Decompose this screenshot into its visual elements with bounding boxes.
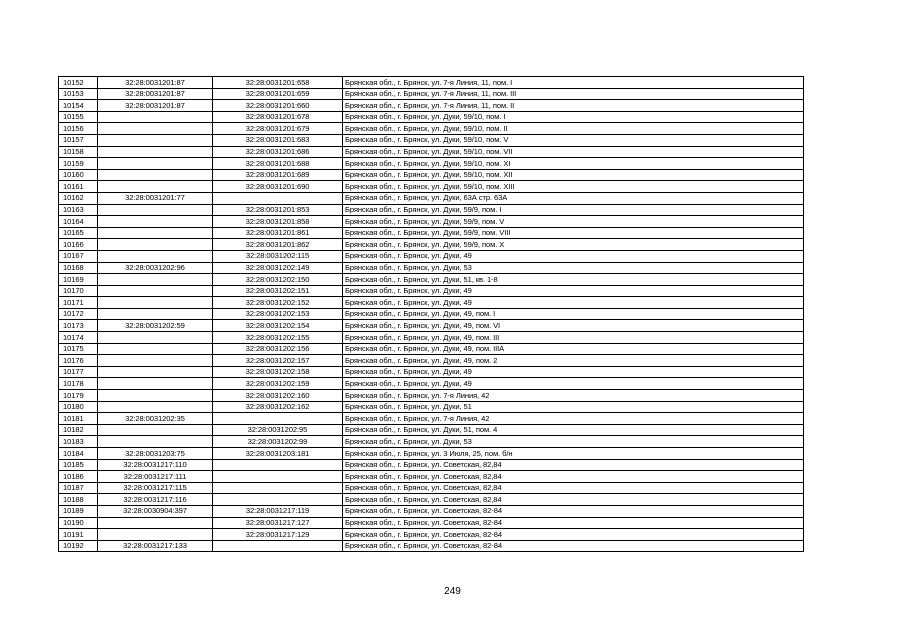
table-row bbox=[59, 134, 804, 146]
row-number-cell: 10186 bbox=[59, 471, 98, 483]
object-number-cell: 32:28:0031217:127 bbox=[213, 517, 343, 529]
address-cell: Брянская обл., г. Брянск, ул. Дуки, 59/10, пом. XII bbox=[343, 169, 804, 181]
address-cell: Брянская обл., г. Брянск, ул. Дуки, 49, пом. 2 bbox=[343, 355, 804, 367]
parcel-number-cell bbox=[98, 158, 213, 170]
address-cell: Брянская обл., г. Брянск, ул. Дуки, 49, пом. VI bbox=[343, 320, 804, 332]
object-number-cell: 32:28:0031202:159 bbox=[213, 378, 343, 390]
address-cell: Брянская обл., г. Брянск, ул. Дуки, 49 bbox=[343, 250, 804, 262]
row-number-cell: 10156 bbox=[59, 123, 98, 135]
table-row bbox=[59, 297, 804, 309]
table-row bbox=[59, 239, 804, 251]
parcel-number-cell bbox=[98, 332, 213, 344]
address-cell: Брянская обл., г. Брянск, ул. Советская, 82,84 bbox=[343, 494, 804, 506]
table-row bbox=[59, 390, 804, 402]
address-cell: Брянская обл., г. Брянск, ул. Дуки, 49 bbox=[343, 297, 804, 309]
address-cell: Брянская обл., г. Брянск, ул. Советская, 82-84 bbox=[343, 505, 804, 517]
address-cell: Брянская обл., г. Брянск, ул. Советская, 82,84 bbox=[343, 459, 804, 471]
page-number: 249 bbox=[444, 586, 461, 597]
address-cell: Брянская обл., г. Брянск, ул. Дуки, 49, пом. I bbox=[343, 308, 804, 320]
row-number-cell: 10155 bbox=[59, 111, 98, 123]
row-number-cell: 10165 bbox=[59, 227, 98, 239]
parcel-number-cell bbox=[98, 355, 213, 367]
address-cell: Брянская обл., г. Брянск, ул. 7-я Линия, 11, пом. III bbox=[343, 88, 804, 100]
object-number-cell: 32:28:0031201:862 bbox=[213, 239, 343, 251]
table-row bbox=[59, 111, 804, 123]
table-row bbox=[59, 146, 804, 158]
parcel-number-cell: 32:28:0031202:35 bbox=[98, 413, 213, 425]
parcel-number-cell bbox=[98, 424, 213, 436]
object-number-cell: 32:28:0031202:99 bbox=[213, 436, 343, 448]
table-row bbox=[59, 355, 804, 367]
object-number-cell: 32:28:0031217:119 bbox=[213, 505, 343, 517]
table-row bbox=[59, 181, 804, 193]
row-number-cell: 10180 bbox=[59, 401, 98, 413]
row-number-cell: 10170 bbox=[59, 285, 98, 297]
table-row bbox=[59, 366, 804, 378]
table-row bbox=[59, 285, 804, 297]
row-number-cell: 10173 bbox=[59, 320, 98, 332]
object-number-cell: 32:28:0031201:690 bbox=[213, 181, 343, 193]
address-cell: Брянская обл., г. Брянск, ул. Дуки, 51 bbox=[343, 401, 804, 413]
parcel-number-cell: 32:28:0031201:87 bbox=[98, 88, 213, 100]
object-number-cell: 32:28:0031202:162 bbox=[213, 401, 343, 413]
object-number-cell: 32:28:0031202:115 bbox=[213, 250, 343, 262]
table-row bbox=[59, 505, 804, 517]
table-row bbox=[59, 77, 804, 89]
object-number-cell bbox=[213, 192, 343, 204]
address-cell: Брянская обл., г. Брянск, ул. Дуки, 59/10, пом. I bbox=[343, 111, 804, 123]
object-number-cell: 32:28:0031202:156 bbox=[213, 343, 343, 355]
table-row bbox=[59, 517, 804, 529]
row-number-cell: 10168 bbox=[59, 262, 98, 274]
object-number-cell: 32:28:0031202:154 bbox=[213, 320, 343, 332]
parcel-number-cell bbox=[98, 123, 213, 135]
parcel-number-cell bbox=[98, 216, 213, 228]
parcel-number-cell: 32:28:0031217:133 bbox=[98, 540, 213, 552]
parcel-number-cell: 32:28:0031201:87 bbox=[98, 100, 213, 112]
address-cell: Брянская обл., г. Брянск, ул. Советская, 82-84 bbox=[343, 529, 804, 541]
object-number-cell bbox=[213, 540, 343, 552]
table-row bbox=[59, 343, 804, 355]
address-cell: Брянская обл., г. Брянск, ул. Дуки, 49, пом. III bbox=[343, 332, 804, 344]
parcel-number-cell bbox=[98, 146, 213, 158]
address-cell: Брянская обл., г. Брянск, ул. Дуки, 53 bbox=[343, 436, 804, 448]
row-number-cell: 10176 bbox=[59, 355, 98, 367]
parcel-number-cell bbox=[98, 390, 213, 402]
row-number-cell: 10162 bbox=[59, 192, 98, 204]
parcel-number-cell: 32:28:0031203:75 bbox=[98, 448, 213, 460]
row-number-cell: 10188 bbox=[59, 494, 98, 506]
object-number-cell: 32:28:0031202:158 bbox=[213, 366, 343, 378]
object-number-cell: 32:28:0031201:660 bbox=[213, 100, 343, 112]
parcel-number-cell: 32:28:0031217:115 bbox=[98, 482, 213, 494]
row-number-cell: 10182 bbox=[59, 424, 98, 436]
object-number-cell bbox=[213, 459, 343, 471]
row-number-cell: 10177 bbox=[59, 366, 98, 378]
row-number-cell: 10160 bbox=[59, 169, 98, 181]
address-cell: Брянская обл., г. Брянск, ул. Дуки, 51, пом. 4 bbox=[343, 424, 804, 436]
object-number-cell: 32:28:0031217:129 bbox=[213, 529, 343, 541]
table-row bbox=[59, 459, 804, 471]
row-number-cell: 10167 bbox=[59, 250, 98, 262]
table-row bbox=[59, 320, 804, 332]
address-cell: Брянская обл., г. Брянск, ул. Дуки, 49 bbox=[343, 366, 804, 378]
object-number-cell: 32:28:0031201:679 bbox=[213, 123, 343, 135]
table-row bbox=[59, 216, 804, 228]
row-number-cell: 10157 bbox=[59, 134, 98, 146]
parcel-number-cell: 32:28:0031202:96 bbox=[98, 262, 213, 274]
address-cell: Брянская обл., г. Брянск, ул. Дуки, 51, кв. 1-8 bbox=[343, 274, 804, 286]
row-number-cell: 10190 bbox=[59, 517, 98, 529]
row-number-cell: 10163 bbox=[59, 204, 98, 216]
parcel-number-cell: 32:28:0031201:87 bbox=[98, 77, 213, 89]
parcel-number-cell bbox=[98, 378, 213, 390]
table-row bbox=[59, 332, 804, 344]
object-number-cell bbox=[213, 413, 343, 425]
address-cell: Брянская обл., г. Брянск, ул. 7-я Линия, 11, пом. I bbox=[343, 77, 804, 89]
address-cell: Брянская обл., г. Брянск, ул. 3 Июля, 25, пом. б/н bbox=[343, 448, 804, 460]
address-cell: Брянская обл., г. Брянск, ул. Дуки, 59/9, пом. VIII bbox=[343, 227, 804, 239]
object-number-cell: 32:28:0031201:689 bbox=[213, 169, 343, 181]
object-number-cell bbox=[213, 471, 343, 483]
address-cell: Брянская обл., г. Брянск, ул. Дуки, 59/10, пом. XI bbox=[343, 158, 804, 170]
parcel-number-cell bbox=[98, 308, 213, 320]
table-row bbox=[59, 436, 804, 448]
row-number-cell: 10179 bbox=[59, 390, 98, 402]
table-row bbox=[59, 169, 804, 181]
object-number-cell: 32:28:0031202:95 bbox=[213, 424, 343, 436]
table-row bbox=[59, 308, 804, 320]
row-number-cell: 10166 bbox=[59, 239, 98, 251]
table-row bbox=[59, 123, 804, 135]
table-row bbox=[59, 204, 804, 216]
object-number-cell: 32:28:0031202:157 bbox=[213, 355, 343, 367]
row-number-cell: 10152 bbox=[59, 77, 98, 89]
row-number-cell: 10185 bbox=[59, 459, 98, 471]
object-number-cell: 32:28:0031201:658 bbox=[213, 77, 343, 89]
table-row bbox=[59, 413, 804, 425]
row-number-cell: 10161 bbox=[59, 181, 98, 193]
parcel-number-cell bbox=[98, 529, 213, 541]
address-cell: Брянская обл., г. Брянск, ул. Советская, 82,84 bbox=[343, 471, 804, 483]
object-number-cell: 32:28:0031202:149 bbox=[213, 262, 343, 274]
address-cell: Брянская обл., г. Брянск, ул. Дуки, 59/9, пом. I bbox=[343, 204, 804, 216]
object-number-cell: 32:28:0031201:853 bbox=[213, 204, 343, 216]
table-row bbox=[59, 378, 804, 390]
table-row bbox=[59, 227, 804, 239]
row-number-cell: 10181 bbox=[59, 413, 98, 425]
register-table-body bbox=[59, 77, 804, 552]
parcel-number-cell bbox=[98, 401, 213, 413]
address-cell: Брянская обл., г. Брянск, ул. 7-я Линия, 42 bbox=[343, 390, 804, 402]
property-register-table bbox=[58, 76, 804, 552]
address-cell: Брянская обл., г. Брянск, ул. Дуки, 59/9, пом. V bbox=[343, 216, 804, 228]
row-number-cell: 10192 bbox=[59, 540, 98, 552]
parcel-number-cell: 32:28:0031201:77 bbox=[98, 192, 213, 204]
address-cell: Брянская обл., г. Брянск, ул. Советская, 82,84 bbox=[343, 482, 804, 494]
object-number-cell: 32:28:0031201:688 bbox=[213, 158, 343, 170]
address-cell: Брянская обл., г. Брянск, ул. 7-я Линия, 42 bbox=[343, 413, 804, 425]
object-number-cell: 32:28:0031201:686 bbox=[213, 146, 343, 158]
object-number-cell: 32:28:0031202:152 bbox=[213, 297, 343, 309]
row-number-cell: 10183 bbox=[59, 436, 98, 448]
row-number-cell: 10191 bbox=[59, 529, 98, 541]
parcel-number-cell: 32:28:0031217:110 bbox=[98, 459, 213, 471]
address-cell: Брянская обл., г. Брянск, ул. Дуки, 59/10, пом. II bbox=[343, 123, 804, 135]
table-row bbox=[59, 482, 804, 494]
parcel-number-cell bbox=[98, 285, 213, 297]
address-cell: Брянская обл., г. Брянск, ул. Дуки, 53 bbox=[343, 262, 804, 274]
row-number-cell: 10164 bbox=[59, 216, 98, 228]
table-row bbox=[59, 274, 804, 286]
object-number-cell: 32:28:0031202:150 bbox=[213, 274, 343, 286]
table-row bbox=[59, 262, 804, 274]
address-cell: Брянская обл., г. Брянск, ул. Дуки, 49, пом. IIIA bbox=[343, 343, 804, 355]
table-row bbox=[59, 100, 804, 112]
address-cell: Брянская обл., г. Брянск, ул. Дуки, 49 bbox=[343, 378, 804, 390]
parcel-number-cell bbox=[98, 297, 213, 309]
parcel-number-cell: 32:28:0030904:397 bbox=[98, 505, 213, 517]
address-cell: Брянская обл., г. Брянск, ул. 7-я Линия, 11, пом. II bbox=[343, 100, 804, 112]
object-number-cell: 32:28:0031202:155 bbox=[213, 332, 343, 344]
table-row bbox=[59, 250, 804, 262]
object-number-cell bbox=[213, 494, 343, 506]
parcel-number-cell bbox=[98, 343, 213, 355]
row-number-cell: 10154 bbox=[59, 100, 98, 112]
object-number-cell: 32:28:0031201:861 bbox=[213, 227, 343, 239]
object-number-cell: 32:28:0031202:153 bbox=[213, 308, 343, 320]
table-row bbox=[59, 494, 804, 506]
row-number-cell: 10184 bbox=[59, 448, 98, 460]
address-cell: Брянская обл., г. Брянск, ул. Дуки, 59/10, пом. XIII bbox=[343, 181, 804, 193]
object-number-cell: 32:28:0031201:659 bbox=[213, 88, 343, 100]
parcel-number-cell bbox=[98, 274, 213, 286]
table-row bbox=[59, 88, 804, 100]
parcel-number-cell: 32:28:0031217:116 bbox=[98, 494, 213, 506]
parcel-number-cell: 32:28:0031217:111 bbox=[98, 471, 213, 483]
address-cell: Брянская обл., г. Брянск, ул. Дуки, 49 bbox=[343, 285, 804, 297]
table-row bbox=[59, 158, 804, 170]
parcel-number-cell bbox=[98, 250, 213, 262]
table-row bbox=[59, 192, 804, 204]
address-cell: Брянская обл., г. Брянск, ул. Дуки, 59/9, пом. X bbox=[343, 239, 804, 251]
object-number-cell bbox=[213, 482, 343, 494]
address-cell: Брянская обл., г. Брянск, ул. Советская, 82-84 bbox=[343, 517, 804, 529]
row-number-cell: 10175 bbox=[59, 343, 98, 355]
parcel-number-cell bbox=[98, 204, 213, 216]
row-number-cell: 10159 bbox=[59, 158, 98, 170]
row-number-cell: 10178 bbox=[59, 378, 98, 390]
row-number-cell: 10189 bbox=[59, 505, 98, 517]
parcel-number-cell bbox=[98, 181, 213, 193]
row-number-cell: 10158 bbox=[59, 146, 98, 158]
row-number-cell: 10171 bbox=[59, 297, 98, 309]
table-row bbox=[59, 540, 804, 552]
parcel-number-cell bbox=[98, 169, 213, 181]
table-row bbox=[59, 424, 804, 436]
row-number-cell: 10187 bbox=[59, 482, 98, 494]
parcel-number-cell bbox=[98, 111, 213, 123]
table-row bbox=[59, 401, 804, 413]
address-cell: Брянская обл., г. Брянск, ул. Дуки, 59/10, пом. VII bbox=[343, 146, 804, 158]
row-number-cell: 10153 bbox=[59, 88, 98, 100]
object-number-cell: 32:28:0031202:151 bbox=[213, 285, 343, 297]
object-number-cell: 32:28:0031202:160 bbox=[213, 390, 343, 402]
parcel-number-cell bbox=[98, 366, 213, 378]
row-number-cell: 10172 bbox=[59, 308, 98, 320]
parcel-number-cell bbox=[98, 134, 213, 146]
parcel-number-cell bbox=[98, 239, 213, 251]
table-row bbox=[59, 448, 804, 460]
address-cell: Брянская обл., г. Брянск, ул. Советская, 82-84 bbox=[343, 540, 804, 552]
parcel-number-cell bbox=[98, 227, 213, 239]
address-cell: Брянская обл., г. Брянск, ул. Дуки, 63А стр. 63А bbox=[343, 192, 804, 204]
object-number-cell: 32:28:0031201:683 bbox=[213, 134, 343, 146]
row-number-cell: 10174 bbox=[59, 332, 98, 344]
parcel-number-cell bbox=[98, 436, 213, 448]
object-number-cell: 32:28:0031203:181 bbox=[213, 448, 343, 460]
table-row bbox=[59, 529, 804, 541]
object-number-cell: 32:28:0031201:678 bbox=[213, 111, 343, 123]
table-row bbox=[59, 471, 804, 483]
address-cell: Брянская обл., г. Брянск, ул. Дуки, 59/10, пом. V bbox=[343, 134, 804, 146]
row-number-cell: 10169 bbox=[59, 274, 98, 286]
object-number-cell: 32:28:0031201:858 bbox=[213, 216, 343, 228]
parcel-number-cell: 32:28:0031202:59 bbox=[98, 320, 213, 332]
parcel-number-cell bbox=[98, 517, 213, 529]
